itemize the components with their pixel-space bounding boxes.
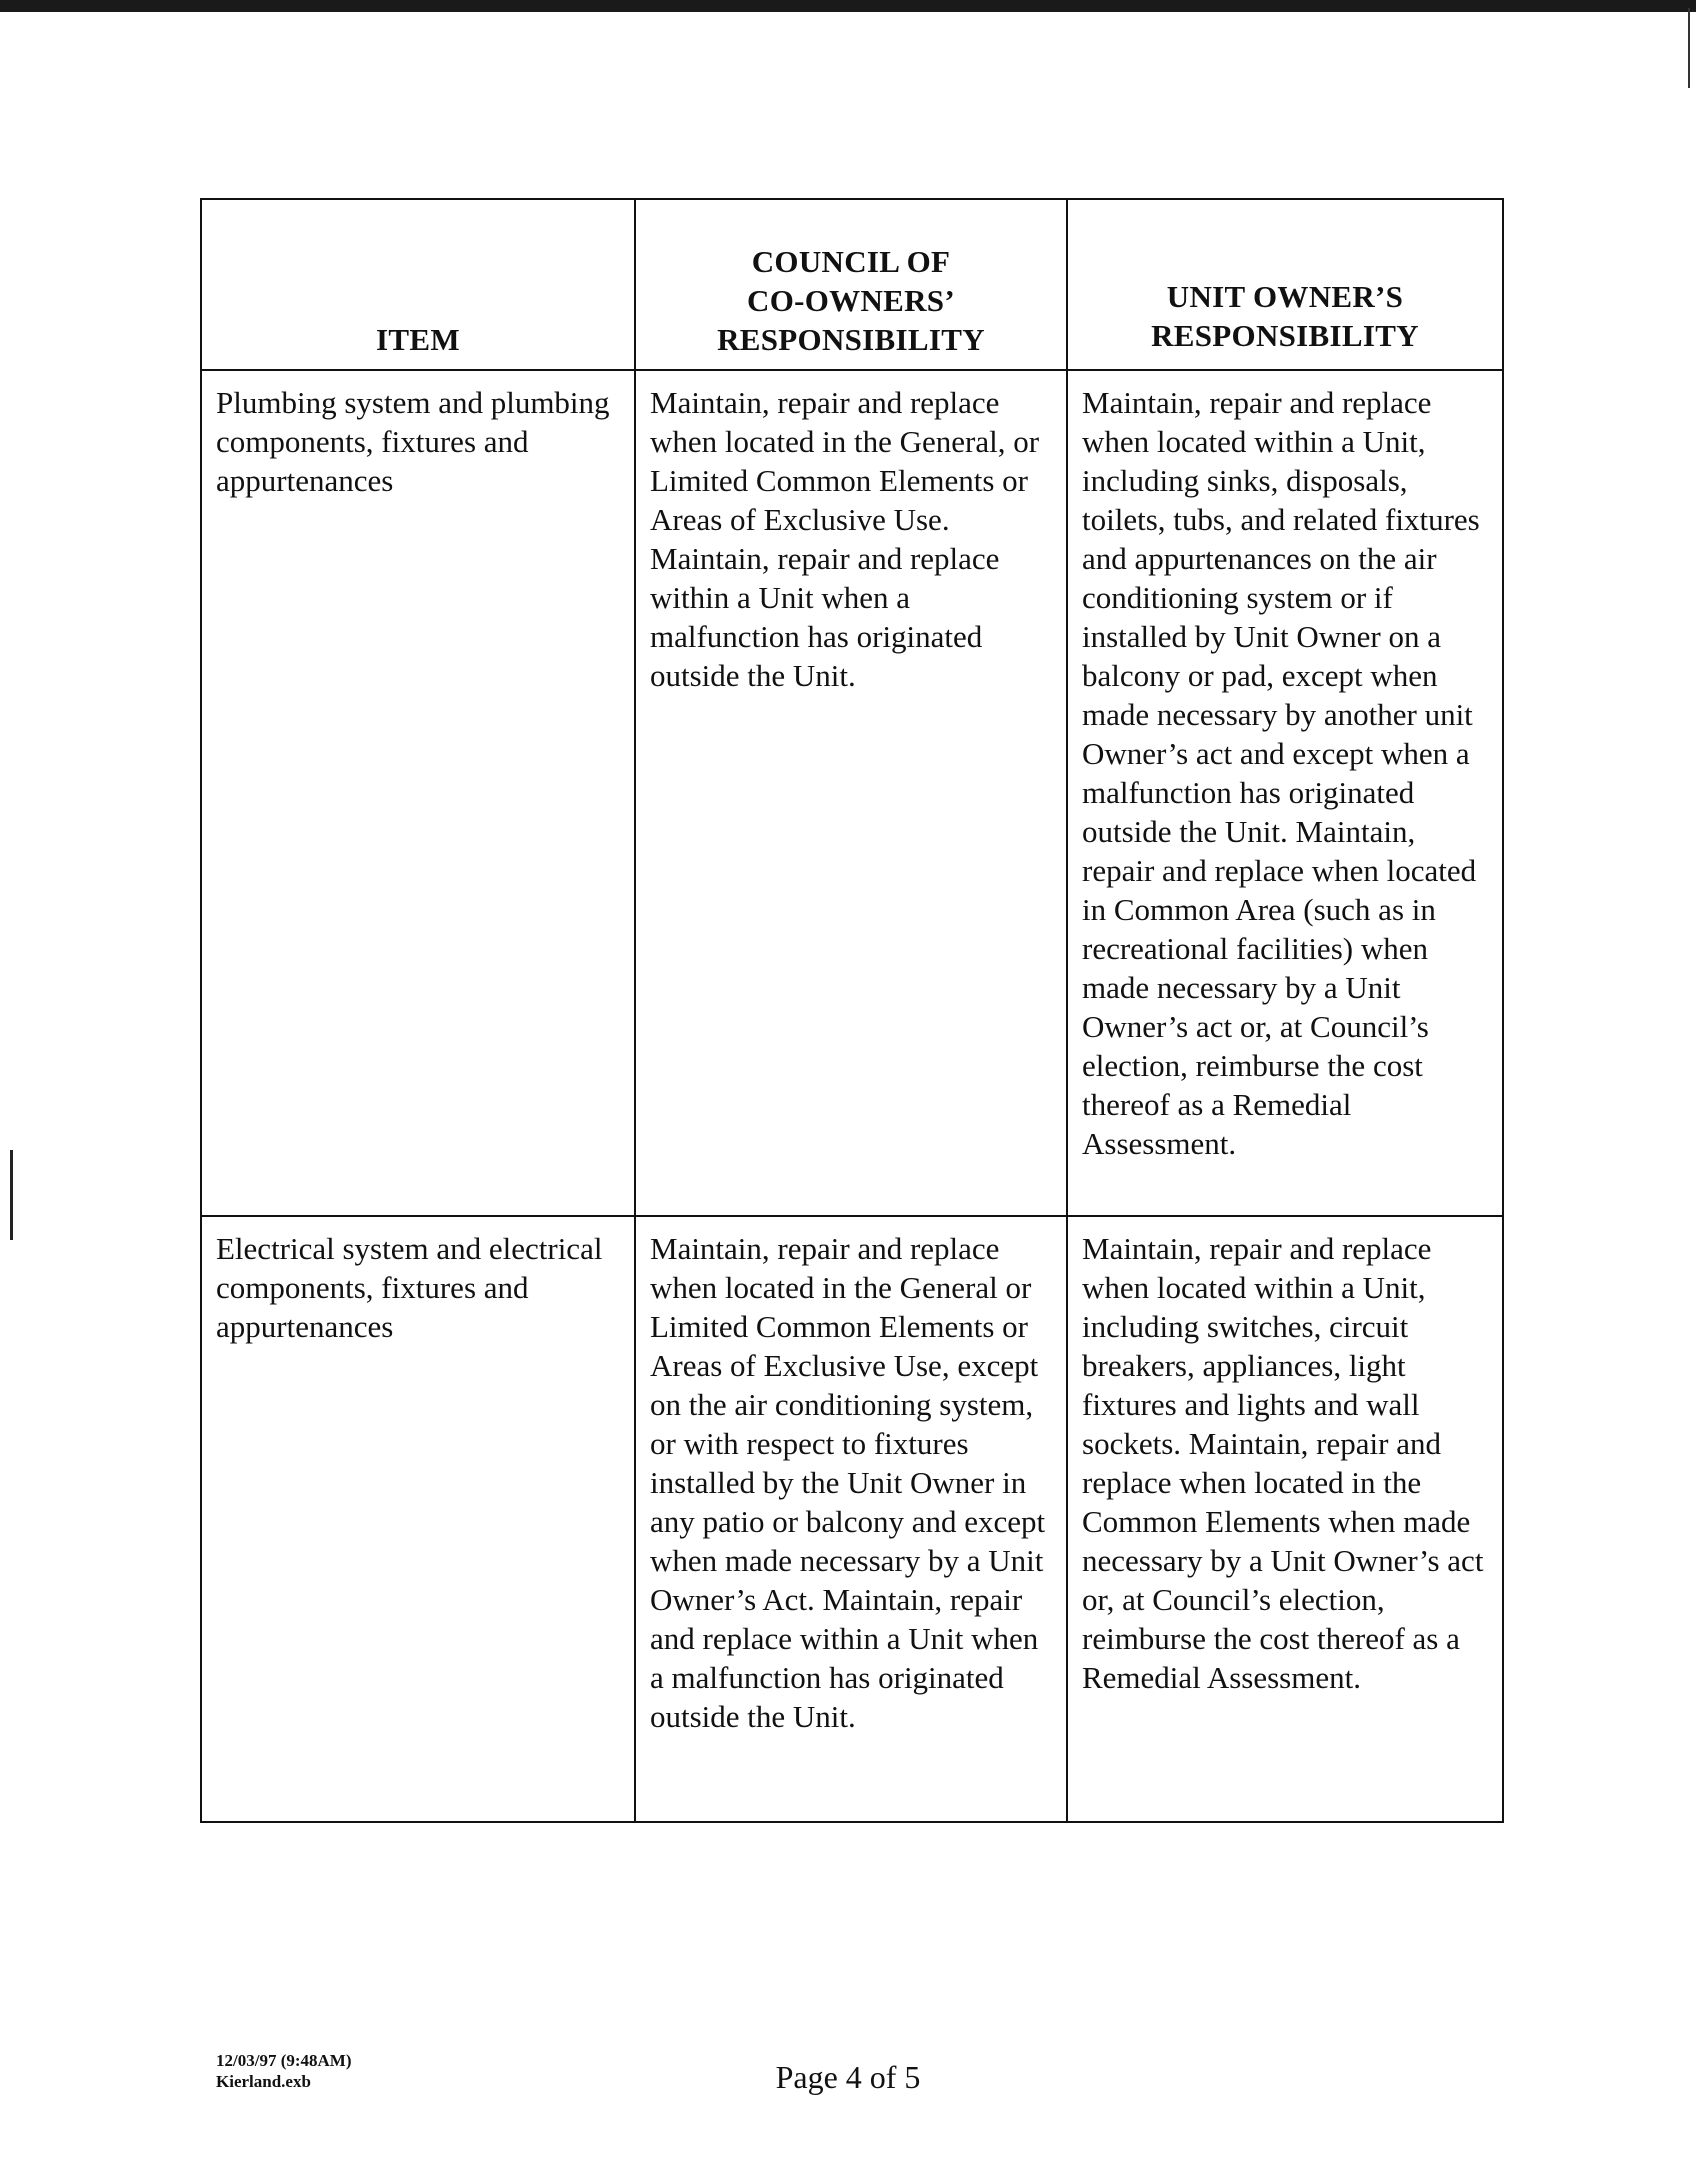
header-council xyxy=(635,199,1067,370)
cell-owner: Maintain, repair and replace when located within a Unit, including switches, circuit breakers, appliances, light fixtures and lights and wall sockets. Maintain, repair and replace when located in the Common Elements when made necessary by a Unit Owner’s act or, at Council’s election, reimburse the cost thereof as a Remedial Assessment. xyxy=(1067,1216,1503,1822)
cell-owner: Maintain, repair and replace when located within a Unit, including sinks, disposals, toilets, tubs, and related fixtures and appurtenances on the air conditioning system or if installed by Unit Owner on a balcony or pad, except when made necessary by another unit Owner’s act and except when a malfunction has originated outside the Unit. Maintain, repair and replace when located in Common Area (such as in recreational facilities) when made necessary by a Unit Owner’s act or, at Council’s election, reimburse the cost thereof as a Remedial Assessment. xyxy=(1067,370,1503,1216)
scan-mark-right xyxy=(1688,8,1696,88)
scan-mark-left xyxy=(0,1150,13,1240)
footer-filename: Kierland.exb xyxy=(216,2072,311,2091)
header-council-line-2: CO-OWNERS’ xyxy=(747,283,955,318)
header-item-label: ITEM xyxy=(376,322,460,357)
table-row-electrical xyxy=(201,1216,1503,1822)
cell-item: Electrical system and electrical components, fixtures and appurtenances xyxy=(201,1216,635,1822)
responsibility-table xyxy=(200,198,1504,1823)
header-item xyxy=(201,199,635,370)
scan-edge-top xyxy=(0,0,1696,12)
header-owner-line-1: UNIT OWNER’S xyxy=(1166,279,1404,314)
cell-council: Maintain, repair and replace when located in the General or Limited Common Elements or Areas of Exclusive Use, except on the air conditioning system, or with respect to fixtures installed by the Unit Owner in any patio or balcony and except when made necessary by a Unit Owner’s Act. Maintain, repair and replace within a Unit when a malfunction has originated outside the Unit. xyxy=(635,1216,1067,1822)
header-owner-line-2: RESPONSIBILITY xyxy=(1151,318,1419,353)
table-body xyxy=(201,370,1503,1822)
page-number: Page 4 of 5 xyxy=(775,2059,921,2095)
footer-timestamp: 12/03/97 (9:48AM) xyxy=(216,2051,352,2070)
cell-item: Plumbing system and plumbing components, fixtures and appurtenances xyxy=(201,370,635,1216)
header-owner xyxy=(1067,199,1503,370)
header-council-line-1: COUNCIL OF xyxy=(751,244,951,279)
header-council-line-3: RESPONSIBILITY xyxy=(717,322,985,357)
header-row xyxy=(201,199,1503,370)
table-header xyxy=(201,199,1503,370)
cell-council: Maintain, repair and replace when located in the General, or Limited Common Elements or Areas of Exclusive Use. Maintain, repair and replace within a Unit when a malfunction has originated outside the Unit. xyxy=(635,370,1067,1216)
table-row-plumbing xyxy=(201,370,1503,1216)
